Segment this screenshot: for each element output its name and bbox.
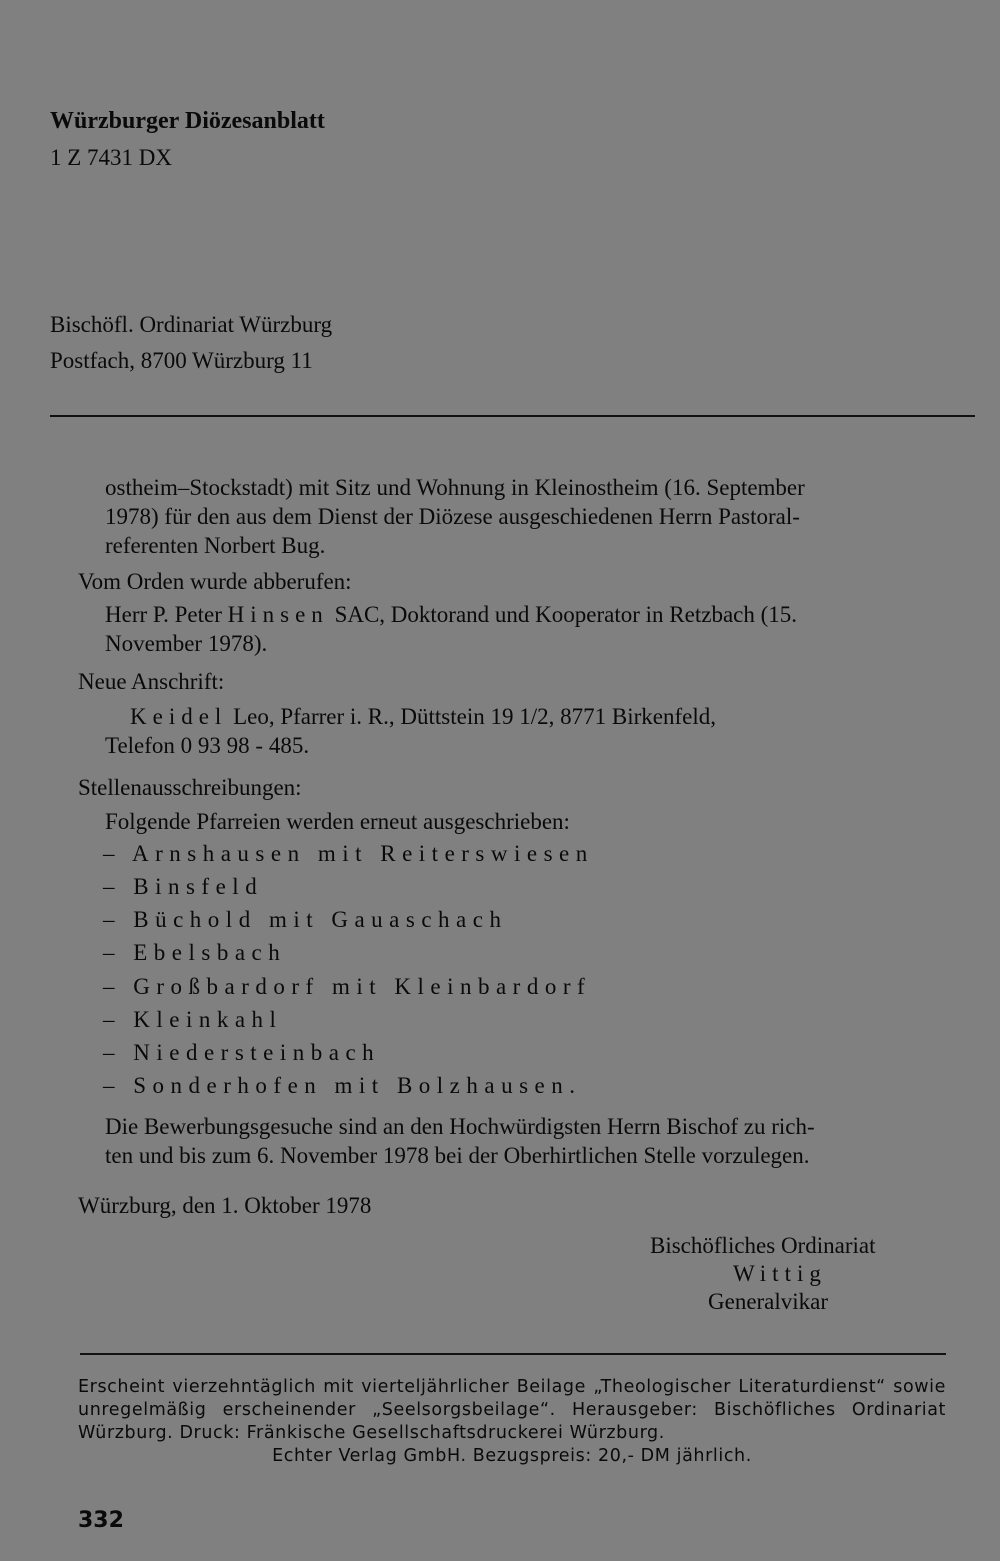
anschrift-name: Keidel: [130, 704, 228, 729]
para1-line2: 1978) für den aus dem Dienst der Diözese ausgeschiedenen Herrn Pastoral-: [105, 504, 800, 529]
anschrift-phone: Telefon 0 93 98 - 485.: [105, 733, 310, 758]
sender-line-1: Bischöfl. Ordinariat Würzburg: [50, 312, 333, 337]
heading-stellen: Stellenausschreibungen:: [78, 775, 302, 800]
para1-line3: referenten Norbert Bug.: [105, 533, 326, 558]
place-date: Würzburg, den 1. Oktober 1978: [78, 1193, 372, 1218]
signature-office: Bischöfliches Ordinariat: [650, 1233, 876, 1258]
list-item: – Großbardorf mit Kleinbardorf: [103, 974, 592, 999]
page-number: 332: [78, 1508, 124, 1533]
sender-line-2: Postfach, 8700 Würzburg 11: [50, 348, 313, 373]
closing-line2: ten und bis zum 6. November 1978 bei der Oberhirtlichen Stelle vorzulegen.: [105, 1143, 810, 1168]
anschrift-rest: Leo, Pfarrer i. R., Düttstein 19 1/2, 8771 Birkenfeld,: [233, 704, 716, 729]
imprint-last-line: Echter Verlag GmbH. Bezugspreis: 20,- DM jährlich.: [272, 1446, 752, 1466]
publication-title: Würzburger Diözesanblatt: [50, 108, 325, 134]
list-item: – Niedersteinbach: [103, 1040, 381, 1065]
list-item: – Kleinkahl: [103, 1007, 283, 1032]
abberufen-name: Hinsen: [227, 602, 329, 627]
heading-anschrift: Neue Anschrift:: [78, 669, 225, 694]
heading-abberufen: Vom Orden wurde abberufen:: [78, 569, 352, 594]
footer-divider: [80, 1353, 946, 1355]
imprint-text: Erscheint vierzehntäglich mit vierteljährlicher Beilage „Theologischer Literaturdienst“ sowie unregelmäßig erscheinender „Seelsorgsbeilage“. Herausgeber: Bischöfliches Ordinariat Würzburg. Druck: Fränkische Gesellschaftsdruckerei Würzburg.: [78, 1377, 946, 1443]
abberufen-prefix: Herr P. Peter: [105, 602, 222, 627]
abberufen-line1: [105, 600, 797, 629]
signature-name: Wittig: [733, 1261, 827, 1286]
list-item: – Büchold mit Gauaschach: [103, 907, 508, 932]
top-divider: [50, 415, 975, 417]
list-item: – Arnshausen mit Reiterswiesen: [103, 841, 594, 866]
anschrift-line1: [130, 702, 716, 731]
list-item: – Sonderhofen mit Bolzhausen.: [103, 1073, 582, 1098]
list-item: – Ebelsbach: [103, 940, 287, 965]
stellen-intro: Folgende Pfarreien werden erneut ausgeschrieben:: [105, 809, 570, 834]
closing-line1: Die Bewerbungsgesuche sind an den Hochwürdigsten Herrn Bischof zu rich-: [105, 1114, 815, 1139]
imprint-footer: [78, 1376, 946, 1468]
para1-line1: ostheim–Stockstadt) mit Sitz und Wohnung in Kleinostheim (16. September: [105, 475, 805, 500]
list-item: – Binsfeld: [103, 874, 264, 899]
abberufen-rest: SAC, Doktorand und Kooperator in Retzbach (15.: [334, 602, 798, 627]
abberufen-line2: November 1978).: [105, 631, 268, 656]
postal-code-id: 1 Z 7431 DX: [50, 145, 173, 170]
signature-title: Generalvikar: [708, 1289, 829, 1314]
